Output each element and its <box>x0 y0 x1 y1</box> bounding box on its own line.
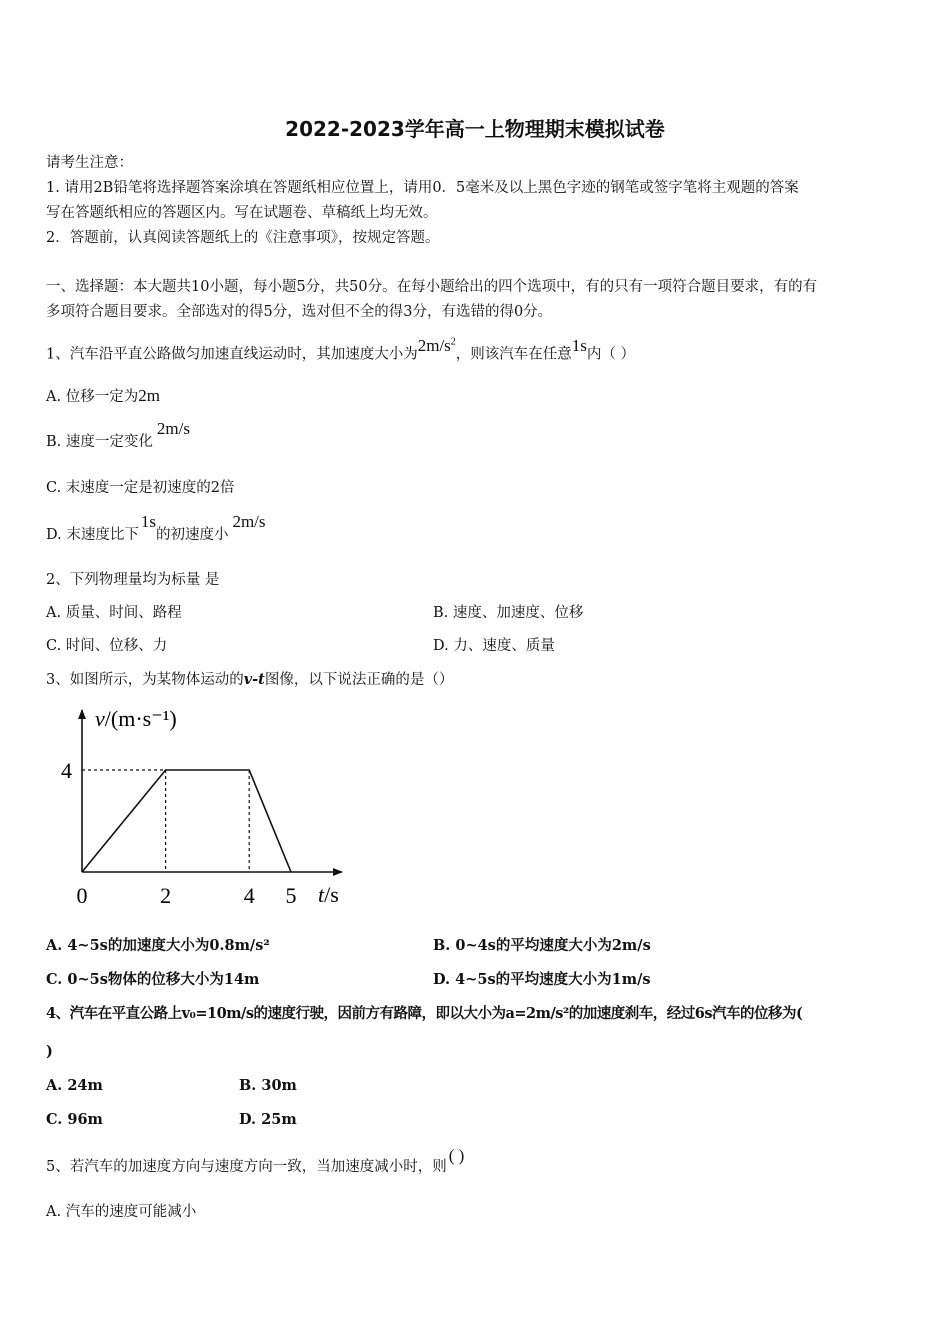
option-d-math-2: 2m/s <box>232 512 266 531</box>
question-1-option-a[interactable]: A. 位移一定为2m <box>46 386 160 405</box>
question-1-option-d[interactable]: D. 末速度比下1s的初速度小2m/s <box>46 512 266 543</box>
section-intro-line-2: 多项符合题目要求。全部选对的得5分，选对但不全的得3分，有选错的得0分。 <box>46 304 553 320</box>
exam-title: 2022-2023学年高一上物理期末模拟试卷 <box>285 117 665 141</box>
y-tick-label: 4 <box>61 758 72 783</box>
option-b-math: 2m/s <box>156 419 190 438</box>
x-tick-label: 5 <box>285 883 297 908</box>
question-3-option-c[interactable]: C. 0~5s物体的位移大小为14m <box>46 971 260 988</box>
question-4-option-a[interactable]: A. 24m <box>46 1077 103 1094</box>
question-3-option-b[interactable]: B. 0~4s的平均速度大小为2m/s <box>433 937 651 954</box>
question-1-option-b[interactable]: B. 速度一定变化2m/s <box>46 419 190 450</box>
x-tick-label: 4 <box>243 883 255 908</box>
notice-item-1-line-2: 写在答题纸相应的答题区内。写在试题卷、草稿纸上均无效。 <box>46 205 438 221</box>
question-1-stem <box>46 335 636 365</box>
notice-heading: 请考生注意： <box>46 155 133 171</box>
question-3-option-d[interactable]: D. 4~5s的平均速度大小为1m/s <box>433 971 651 988</box>
question-2-stem: 2、下列物理量均为标量 是 <box>46 572 220 588</box>
y-axis-label: v/(m·s⁻¹) <box>95 706 177 731</box>
x-tick-label: 2 <box>160 883 172 908</box>
velocity-line <box>82 770 291 872</box>
question-4-stem-line-1: 4、汽车在平直公路上v₀=10m/s的速度行驶，因前方有路障，即以大小为a=2m/s²的加速度刹车，经过6s汽车的位移为( <box>46 1005 803 1022</box>
question-1-stem-part-a: 1、汽车沿平直公路做匀加速直线运动时，其加速度大小为 <box>46 346 418 363</box>
question-4-option-b[interactable]: B. 30m <box>239 1077 297 1094</box>
question-3-option-a[interactable]: A. 4~5s的加速度大小为0.8m/s² <box>46 937 270 954</box>
question-2-option-b[interactable]: B. 速度、加速度、位移 <box>433 605 584 621</box>
notice-item-2: 2．答题前，认真阅读答题纸上的《注意事项》，按规定答题。 <box>46 230 440 246</box>
question-1-stem-part-b: ，则该汽车在任意 <box>455 346 572 363</box>
question-5-stem: 5、若汽车的加速度方向与速度方向一致，当加速度减小时，则( ) <box>46 1146 465 1175</box>
question-3-stem: 3、如图所示，为某物体运动的v-t图像，以下说法正确的是（） <box>46 671 454 688</box>
option-a-math: 2m <box>138 386 160 405</box>
x-axis-label: t/s <box>318 882 339 907</box>
question-1-stem-part-c: 内（ ） <box>586 346 636 363</box>
question-4-option-c[interactable]: C. 96m <box>46 1111 103 1128</box>
answer-bracket: ( ) <box>448 1146 465 1165</box>
question-2-option-a[interactable]: A. 质量、时间、路程 <box>46 605 182 621</box>
question-5-option-a[interactable]: A. 汽车的速度可能减小 <box>46 1204 197 1220</box>
question-2-option-c[interactable]: C. 时间、位移、力 <box>46 638 168 654</box>
question-1-accel-value: $2m/s^2$ <box>417 335 456 355</box>
question-4-stem-line-2: ) <box>46 1043 53 1060</box>
x-tick-label: 0 <box>76 883 88 908</box>
option-d-math-1: 1s <box>140 512 156 531</box>
question-1-time-value: 1s <box>571 335 587 355</box>
question-1-option-c[interactable]: C. 末速度一定是初速度的2倍 <box>46 480 235 496</box>
vt-graph <box>40 700 360 915</box>
vt-label: v-t <box>243 671 265 688</box>
notice-item-1-line-1: 1. 请用2B铅笔将选择题答案涂填在答题纸相应位置上，请用0．5毫米及以上黑色字迹的钢笔或签字笔将主观题的答案 <box>46 180 799 196</box>
section-intro-line-1: 一、选择题：本大题共10小题，每小题5分，共50分。在每小题给出的四个选项中，有的只有一项符合题目要求，有的有 <box>46 279 818 295</box>
question-2-option-d[interactable]: D. 力、速度、质量 <box>433 638 555 654</box>
question-4-option-d[interactable]: D. 25m <box>239 1111 297 1128</box>
